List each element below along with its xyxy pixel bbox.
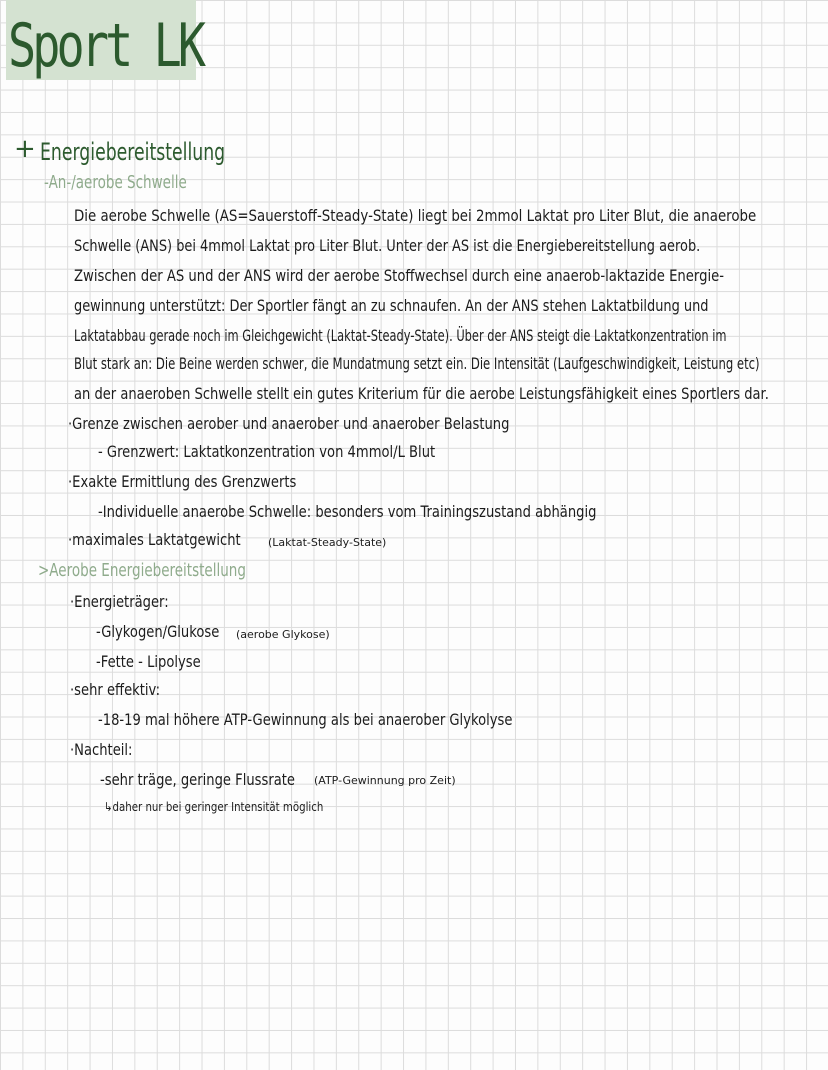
section-marker: + — [14, 134, 36, 164]
paragraph-line: Blut stark an: Die Beine werden schwer, die Mundatmung setzt ein. Die Intensität (Laufgeschwindigkeit, Leistung etc) — [74, 354, 760, 373]
bullet-maximal: ·maximales Laktatgewicht — [68, 530, 241, 549]
sub-bullet-traege: -sehr träge, geringe Flussrate — [100, 770, 295, 789]
bullet-grenze: ·Grenze zwischen aerober und anaerober und anaerober Belastung — [68, 414, 510, 433]
sub-bullet-grenzwert: - Grenzwert: Laktatkonzentration von 4mmol/L Blut — [98, 442, 436, 461]
bullet-energietraeger: ·Energieträger: — [70, 592, 169, 611]
subheading-aerob: >Aerobe Energiebereitstellung — [38, 560, 246, 581]
section-heading: Energiebereitstellung — [40, 138, 226, 166]
sub-bullet-traege-note: (ATP-Gewinnung pro Zeit) — [314, 774, 456, 787]
bullet-ermittlung: ·Exakte Ermittlung des Grenzwerts — [68, 472, 297, 491]
sub-bullet-glykogen: -Glykogen/Glukose — [96, 622, 220, 641]
bullet-effektiv: ·sehr effektiv: — [70, 680, 160, 699]
sub-bullet-atp: -18-19 mal höhere ATP-Gewinnung als bei anaerober Glykolyse — [98, 710, 513, 729]
bullet-nachteil: ·Nachteil: — [70, 740, 133, 759]
paragraph-line: Schwelle (ANS) bei 4mmol Laktat pro Liter Blut. Unter der AS ist die Energiebereitstellung aerob. — [74, 236, 701, 255]
paragraph-line: an der anaeroben Schwelle stellt ein gutes Kriterium für die aerobe Leistungsfähigkeit eines Sportlers dar. — [74, 384, 769, 403]
sub-bullet-daher: ↳daher nur bei geringer Intensität möglich — [104, 800, 324, 814]
subheading-schwelle: -An-/aerobe Schwelle — [44, 172, 187, 193]
paragraph-line: gewinnung unterstützt: Der Sportler fängt an zu schnaufen. An der ANS stehen Laktatbildung und — [74, 296, 709, 315]
page-title: Sport LK — [8, 11, 203, 81]
sub-bullet-individuell: -Individuelle anaerobe Schwelle: besonders vom Trainingszustand abhängig — [98, 502, 597, 521]
bullet-maximal-note: (Laktat-Steady-State) — [268, 536, 387, 549]
paragraph-line: Zwischen der AS und der ANS wird der aerobe Stoffwechsel durch eine anaerob-laktazide Energie- — [74, 266, 725, 285]
paragraph-line: Laktatabbau gerade noch im Gleichgewicht (Laktat-Steady-State). Über der ANS steigt die Laktatkonzentration im — [74, 326, 727, 345]
paragraph-line: Die aerobe Schwelle (AS=Sauerstoff-Steady-State) liegt bei 2mmol Laktat pro Liter Blut, die anaerobe — [74, 206, 757, 225]
sub-bullet-fette: -Fette - Lipolyse — [96, 652, 201, 671]
sub-bullet-glykogen-note: (aerobe Glykose) — [236, 628, 330, 641]
